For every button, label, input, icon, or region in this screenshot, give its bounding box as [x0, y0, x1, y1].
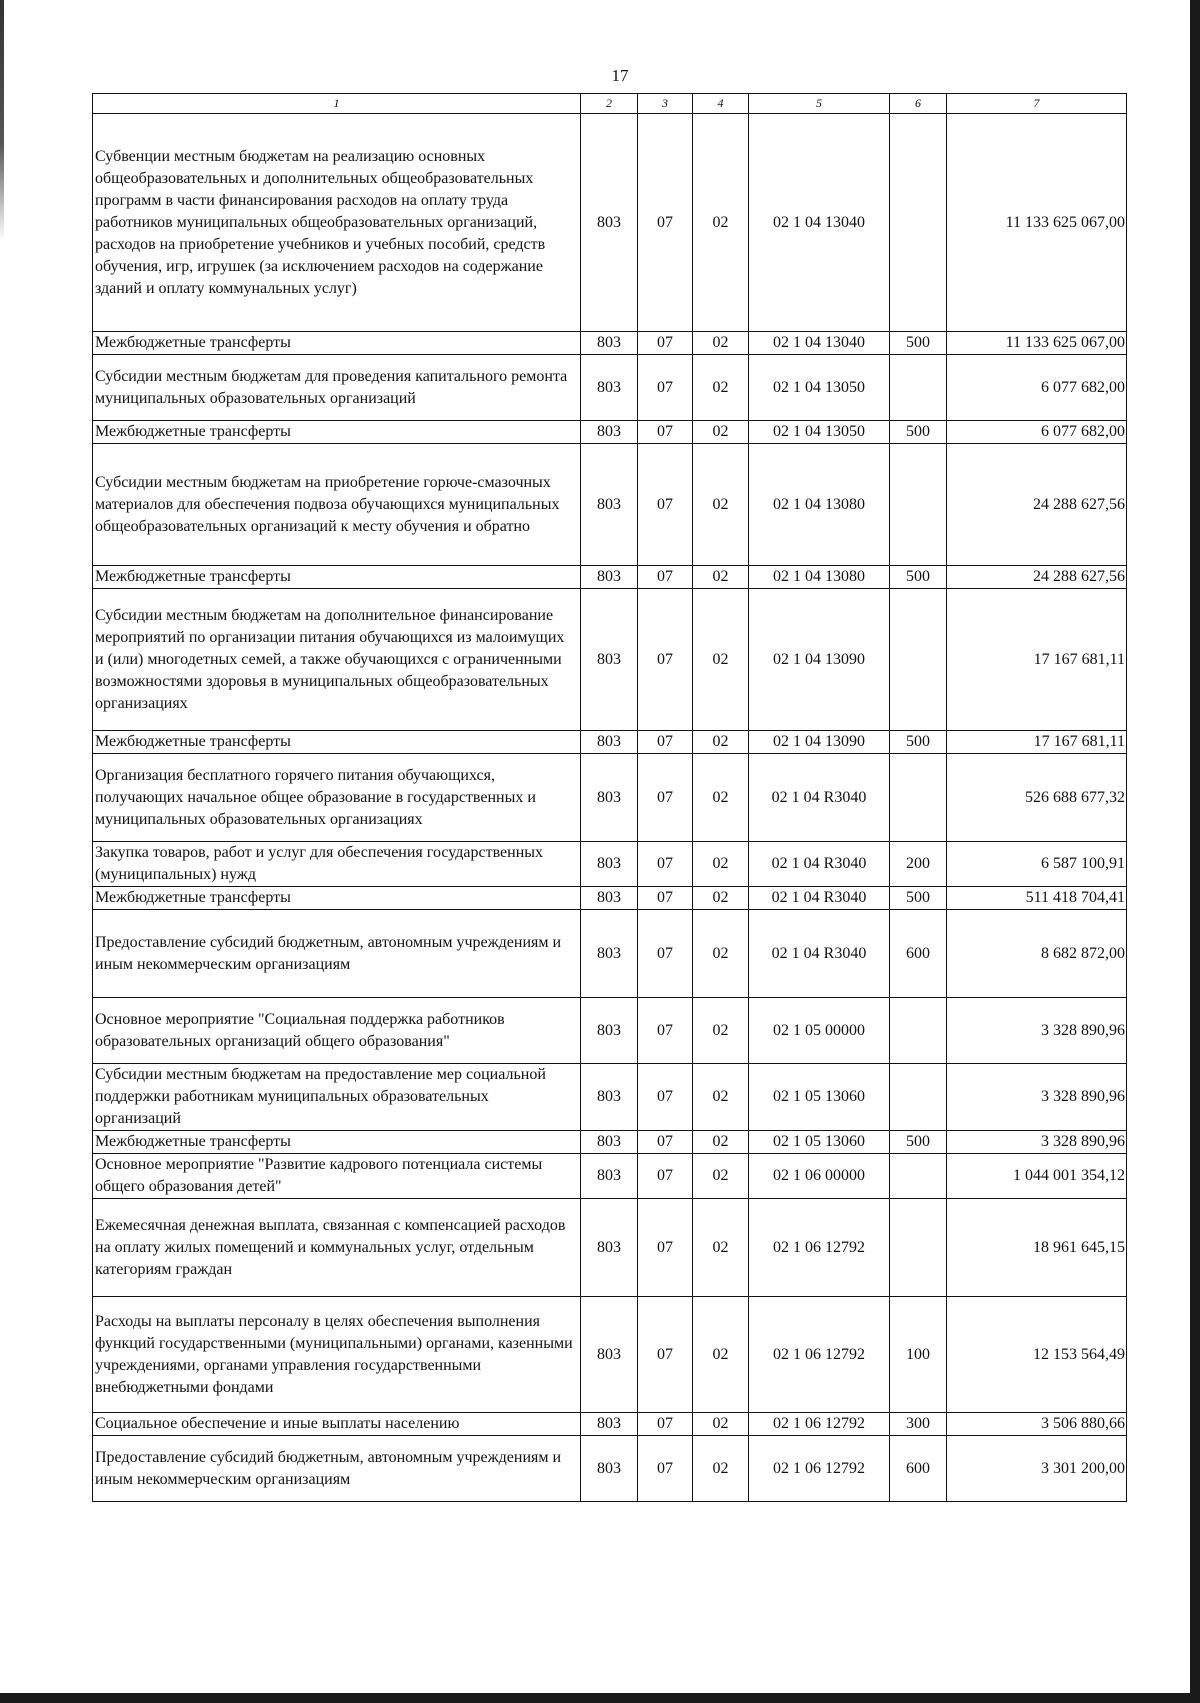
row-name: Основное мероприятие "Социальная поддержка работников образовательных организаций общего образования" — [93, 998, 581, 1064]
code-vr — [890, 444, 947, 566]
code-vr — [890, 754, 947, 842]
row-name: Расходы на выплаты персоналу в целях обеспечения выполнения функций государственными (муниципальными) органами, казенными учреждениями, органами управления государственными внебюджетными фондами — [93, 1297, 581, 1413]
column-number: 3 — [638, 94, 693, 114]
row-name: Межбюджетные трансферты — [93, 731, 581, 754]
row-name: Закупка товаров, работ и услуг для обеспечения государственных (муниципальных) нужд — [93, 842, 581, 887]
row-amount: 6 077 682,00 — [947, 421, 1127, 444]
code-rz: 07 — [638, 1154, 693, 1199]
code-vr: 200 — [890, 842, 947, 887]
code-vr — [890, 1064, 947, 1131]
table-row — [93, 1154, 1127, 1199]
column-number: 2 — [581, 94, 638, 114]
row-amount: 1 044 001 354,12 — [947, 1154, 1127, 1199]
row-name: Субсидии местным бюджетам на предоставление мер социальной поддержки работникам муниципальных образовательных организаций — [93, 1064, 581, 1131]
row-name: Субсидии местным бюджетам на приобретение горюче-смазочных материалов для обеспечения подвоза обучающихся муниципальных общеобразовательных организаций к месту обучения и обратно — [93, 444, 581, 566]
table-row — [93, 1199, 1127, 1297]
row-amount: 3 328 890,96 — [947, 998, 1127, 1064]
code-vr — [890, 355, 947, 421]
code-vr: 500 — [890, 421, 947, 444]
code-vr: 100 — [890, 1297, 947, 1413]
code-vr — [890, 589, 947, 731]
row-amount: 8 682 872,00 — [947, 910, 1127, 998]
row-amount: 12 153 564,49 — [947, 1297, 1127, 1413]
code-rz: 07 — [638, 754, 693, 842]
code-gr: 803 — [581, 887, 638, 910]
code-pr: 02 — [693, 1297, 749, 1413]
table-row — [93, 114, 1127, 332]
code-csr: 02 1 05 13060 — [749, 1131, 890, 1154]
code-gr: 803 — [581, 842, 638, 887]
code-csr: 02 1 06 12792 — [749, 1297, 890, 1413]
table-row — [93, 589, 1127, 731]
code-vr — [890, 114, 947, 332]
code-gr: 803 — [581, 1154, 638, 1199]
code-pr: 02 — [693, 910, 749, 998]
row-name: Предоставление субсидий бюджетным, автономным учреждениям и иным некоммерческим организациям — [93, 1436, 581, 1502]
code-csr: 02 1 04 13090 — [749, 589, 890, 731]
code-csr: 02 1 04 R3040 — [749, 887, 890, 910]
row-amount: 24 288 627,56 — [947, 566, 1127, 589]
code-rz: 07 — [638, 444, 693, 566]
table-row — [93, 1297, 1127, 1413]
code-pr: 02 — [693, 842, 749, 887]
row-name: Межбюджетные трансферты — [93, 332, 581, 355]
code-csr: 02 1 05 00000 — [749, 998, 890, 1064]
row-name: Организация бесплатного горячего питания обучающихся, получающих начальное общее образование в государственных и муниципальных образовательных организациях — [93, 754, 581, 842]
code-rz: 07 — [638, 332, 693, 355]
code-gr: 803 — [581, 754, 638, 842]
row-name: Основное мероприятие "Развитие кадрового потенциала системы общего образования детей" — [93, 1154, 581, 1199]
code-csr: 02 1 04 R3040 — [749, 754, 890, 842]
row-name: Предоставление субсидий бюджетным, автономным учреждениям и иным некоммерческим организациям — [93, 910, 581, 998]
table-row — [93, 444, 1127, 566]
code-rz: 07 — [638, 1131, 693, 1154]
row-amount: 6 077 682,00 — [947, 355, 1127, 421]
code-gr: 803 — [581, 910, 638, 998]
column-number: 7 — [947, 94, 1127, 114]
table-row — [93, 566, 1127, 589]
table-row — [93, 332, 1127, 355]
code-csr: 02 1 04 13040 — [749, 332, 890, 355]
code-rz: 07 — [638, 355, 693, 421]
code-gr: 803 — [581, 998, 638, 1064]
code-csr: 02 1 04 R3040 — [749, 842, 890, 887]
code-rz: 07 — [638, 998, 693, 1064]
code-gr: 803 — [581, 1064, 638, 1131]
page-border-bottom — [0, 1693, 1200, 1703]
code-gr: 803 — [581, 332, 638, 355]
code-rz: 07 — [638, 1297, 693, 1413]
code-vr: 600 — [890, 910, 947, 998]
code-rz: 07 — [638, 731, 693, 754]
code-csr: 02 1 04 13040 — [749, 114, 890, 332]
code-pr: 02 — [693, 1413, 749, 1436]
code-gr: 803 — [581, 731, 638, 754]
code-csr: 02 1 04 R3040 — [749, 910, 890, 998]
code-gr: 803 — [581, 444, 638, 566]
code-gr: 803 — [581, 566, 638, 589]
code-pr: 02 — [693, 754, 749, 842]
row-amount: 3 506 880,66 — [947, 1413, 1127, 1436]
code-csr: 02 1 06 12792 — [749, 1436, 890, 1502]
code-vr — [890, 1154, 947, 1199]
code-pr: 02 — [693, 998, 749, 1064]
code-gr: 803 — [581, 355, 638, 421]
column-number: 1 — [93, 94, 581, 114]
code-pr: 02 — [693, 1064, 749, 1131]
column-number: 4 — [693, 94, 749, 114]
table-row — [93, 887, 1127, 910]
code-gr: 803 — [581, 1199, 638, 1297]
page-border-right — [1190, 0, 1200, 1703]
code-pr: 02 — [693, 589, 749, 731]
code-pr: 02 — [693, 421, 749, 444]
code-rz: 07 — [638, 1064, 693, 1131]
row-name: Межбюджетные трансферты — [93, 1131, 581, 1154]
code-vr: 500 — [890, 332, 947, 355]
code-rz: 07 — [638, 589, 693, 731]
table-row — [93, 998, 1127, 1064]
code-pr: 02 — [693, 1436, 749, 1502]
table-row — [93, 754, 1127, 842]
row-amount: 18 961 645,15 — [947, 1199, 1127, 1297]
row-amount: 17 167 681,11 — [947, 589, 1127, 731]
row-name: Субвенции местным бюджетам на реализацию основных общеобразовательных и дополнительных общеобразовательных программ в части финансирования расходов на оплату труда работников муниципальных общеобразовательных организаций, расходов на приобретение учебников и учебных пособий, средств обучения, игр, игрушек (за исключением расходов на содержание зданий и оплату коммунальных услуг) — [93, 114, 581, 332]
code-vr: 500 — [890, 731, 947, 754]
code-rz: 07 — [638, 842, 693, 887]
code-pr: 02 — [693, 887, 749, 910]
row-amount: 3 301 200,00 — [947, 1436, 1127, 1502]
row-amount: 6 587 100,91 — [947, 842, 1127, 887]
code-rz: 07 — [638, 1199, 693, 1297]
row-amount: 17 167 681,11 — [947, 731, 1127, 754]
table-row — [93, 355, 1127, 421]
code-vr: 500 — [890, 566, 947, 589]
code-vr — [890, 1199, 947, 1297]
code-vr: 500 — [890, 887, 947, 910]
code-csr: 02 1 05 13060 — [749, 1064, 890, 1131]
row-name: Субсидии местным бюджетам для проведения капитального ремонта муниципальных образовательных организаций — [93, 355, 581, 421]
code-pr: 02 — [693, 332, 749, 355]
table-row — [93, 1413, 1127, 1436]
code-gr: 803 — [581, 1297, 638, 1413]
code-pr: 02 — [693, 566, 749, 589]
code-gr: 803 — [581, 114, 638, 332]
column-number-row — [93, 94, 1127, 114]
code-rz: 07 — [638, 421, 693, 444]
column-number: 6 — [890, 94, 947, 114]
code-gr: 803 — [581, 1436, 638, 1502]
code-vr — [890, 998, 947, 1064]
row-name: Субсидии местным бюджетам на дополнительное финансирование мероприятий по организации питания обучающихся из малоимущих и (или) многодетных семей, а также обучающихся с ограниченными возможностями здоровья в муниципальных общеобразовательных организациях — [93, 589, 581, 731]
code-pr: 02 — [693, 114, 749, 332]
code-vr: 500 — [890, 1131, 947, 1154]
row-name: Межбюджетные трансферты — [93, 887, 581, 910]
code-pr: 02 — [693, 1199, 749, 1297]
code-csr: 02 1 06 00000 — [749, 1154, 890, 1199]
code-pr: 02 — [693, 355, 749, 421]
row-name: Межбюджетные трансферты — [93, 566, 581, 589]
table-row — [93, 421, 1127, 444]
code-pr: 02 — [693, 1131, 749, 1154]
code-csr: 02 1 06 12792 — [749, 1199, 890, 1297]
column-number: 5 — [749, 94, 890, 114]
code-csr: 02 1 04 13050 — [749, 421, 890, 444]
row-name: Ежемесячная денежная выплата, связанная с компенсацией расходов на оплату жилых помещений и коммунальных услуг, отдельным категориям граждан — [93, 1199, 581, 1297]
scan-edge — [0, 0, 4, 240]
row-amount: 3 328 890,96 — [947, 1064, 1127, 1131]
table-row — [93, 910, 1127, 998]
code-gr: 803 — [581, 1131, 638, 1154]
table-row — [93, 1064, 1127, 1131]
table-row — [93, 1131, 1127, 1154]
code-gr: 803 — [581, 589, 638, 731]
code-pr: 02 — [693, 444, 749, 566]
code-rz: 07 — [638, 566, 693, 589]
code-gr: 803 — [581, 421, 638, 444]
row-amount: 24 288 627,56 — [947, 444, 1127, 566]
code-csr: 02 1 04 13050 — [749, 355, 890, 421]
row-amount: 511 418 704,41 — [947, 887, 1127, 910]
code-pr: 02 — [693, 731, 749, 754]
code-csr: 02 1 06 12792 — [749, 1413, 890, 1436]
table-row — [93, 842, 1127, 887]
code-rz: 07 — [638, 1436, 693, 1502]
code-rz: 07 — [638, 114, 693, 332]
table-row — [93, 731, 1127, 754]
row-amount: 11 133 625 067,00 — [947, 114, 1127, 332]
code-gr: 803 — [581, 1413, 638, 1436]
code-rz: 07 — [638, 910, 693, 998]
code-csr: 02 1 04 13080 — [749, 566, 890, 589]
row-amount: 526 688 677,32 — [947, 754, 1127, 842]
row-amount: 11 133 625 067,00 — [947, 332, 1127, 355]
page-number: 17 — [611, 66, 629, 85]
code-vr: 300 — [890, 1413, 947, 1436]
table-row — [93, 1436, 1127, 1502]
code-csr: 02 1 04 13090 — [749, 731, 890, 754]
row-amount: 3 328 890,96 — [947, 1131, 1127, 1154]
code-rz: 07 — [638, 1413, 693, 1436]
code-pr: 02 — [693, 1154, 749, 1199]
row-name: Социальное обеспечение и иные выплаты населению — [93, 1413, 581, 1436]
row-name: Межбюджетные трансферты — [93, 421, 581, 444]
code-csr: 02 1 04 13080 — [749, 444, 890, 566]
code-rz: 07 — [638, 887, 693, 910]
code-vr: 600 — [890, 1436, 947, 1502]
budget-table — [92, 93, 1127, 1502]
